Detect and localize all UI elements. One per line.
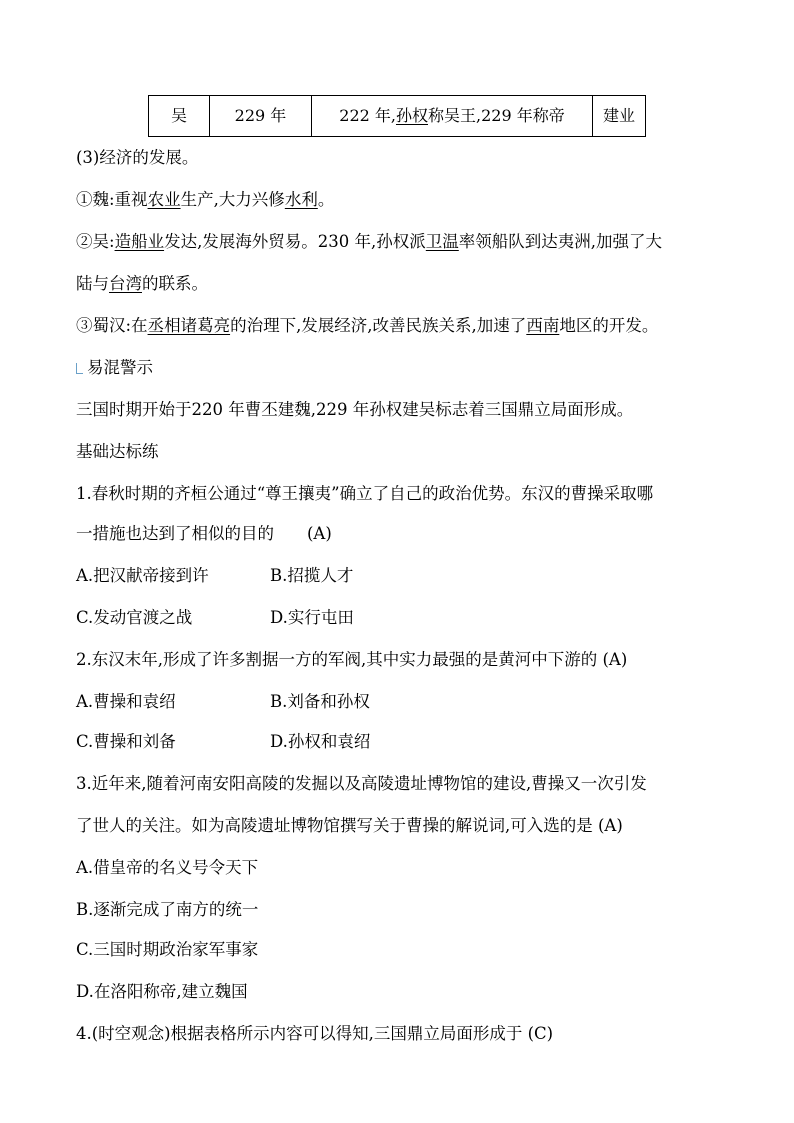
wei-mid: 生产,大力兴修 [180,190,285,209]
shu-end: 地区的开发。 [559,316,659,335]
wu-mid: 发达,发展海外贸易。230 年,孙权派 [164,232,426,251]
question-1-line-2: 一措施也达到了相似的目的 (A) [76,524,332,543]
question-2-option-b: B.刘备和孙权 [270,692,370,711]
economy-wu-2 [76,272,208,296]
question-2-line-1: 2.东汉末年,形成了许多割据一方的军阀,其中实力最强的是黄河中下游的 (A) [76,650,628,669]
cell-capital: 建业 [593,96,646,137]
cell-event [312,96,593,137]
question-3-option-b: B.逐渐完成了南方的统一 [76,900,259,919]
question-1-option-c: C.发动官渡之战 [76,608,193,627]
section-title: 基础达标练 [76,442,159,461]
bookmark-icon [76,363,83,374]
event-prefix: 222 年, [339,106,396,125]
cell-state: 吴 [149,96,210,137]
economy-heading: (3)经济的发展。 [76,148,199,167]
warning-text: 三国时期开始于220 年曹丕建魏,229 年孙权建吴标志着三国鼎立局面形成。 [76,400,634,419]
question-2-option-c: C.曹操和刘备 [76,732,176,751]
economy-wei [76,188,334,212]
warning-title [76,356,153,380]
shu-region: 西南 [526,316,560,335]
question-4-line-1: 4.(时空观念)根据表格所示内容可以得知,三国鼎立局面形成于 (C) [76,1024,554,1043]
warning-title-text: 易混警示 [87,358,153,377]
wu-ship: 造船业 [114,232,165,251]
wu2-taiwan: 台湾 [109,274,142,293]
table-row [149,96,646,137]
event-person: 孙权 [395,106,428,125]
question-3-option-d: D.在洛阳称帝,建立魏国 [76,982,248,1001]
question-1-line-1: 1.春秋时期的齐桓公通过“尊王攘夷”确立了自己的政治优势。东汉的曹操采取哪 [76,484,654,503]
wu2-end: 的联系。 [142,274,208,293]
shu-title: 丞相 [147,316,181,335]
wu2-prefix: 陆与 [76,274,109,293]
economy-wu [76,230,662,254]
question-1-option-d: D.实行屯田 [270,608,354,627]
wei-prefix: ①魏:重视 [76,190,148,209]
question-2-option-d: D.孙权和袁绍 [270,732,371,751]
event-suffix: 称吴王,229 年称帝 [428,106,565,125]
wei-water: 水利 [284,190,318,209]
wu-end: 率领船队到达夷洲,加强了大 [458,232,663,251]
question-1-option-a: A.把汉献帝接到许 [76,566,209,585]
question-3-option-a: A.借皇帝的名义号令天下 [76,858,259,877]
question-3-line-1: 3.近年来,随着河南安阳高陵的发掘以及高陵遗址博物馆的建设,曹操又一次引发 [76,774,647,793]
shu-mid: 的治理下,发展经济,改善民族关系,加速了 [230,316,527,335]
wei-agri: 农业 [147,190,181,209]
question-3-line-2: 了世人的关注。如为高陵遗址博物馆撰写关于曹操的解说词,可入选的是 (A) [76,816,623,835]
shu-name: 诸葛亮 [180,316,231,335]
question-3-option-c: C.三国时期政治家军事家 [76,940,259,959]
cell-year: 229 年 [210,96,312,137]
wu-wen: 卫温 [425,232,459,251]
shu-prefix: ③蜀汉:在 [76,316,148,335]
wu-prefix: ②吴: [76,232,115,251]
question-2-option-a: A.曹操和袁绍 [76,692,176,711]
states-table [148,95,646,137]
wei-end: 。 [317,190,335,209]
question-1-option-b: B.招揽人才 [270,566,354,585]
economy-shu [76,314,658,338]
